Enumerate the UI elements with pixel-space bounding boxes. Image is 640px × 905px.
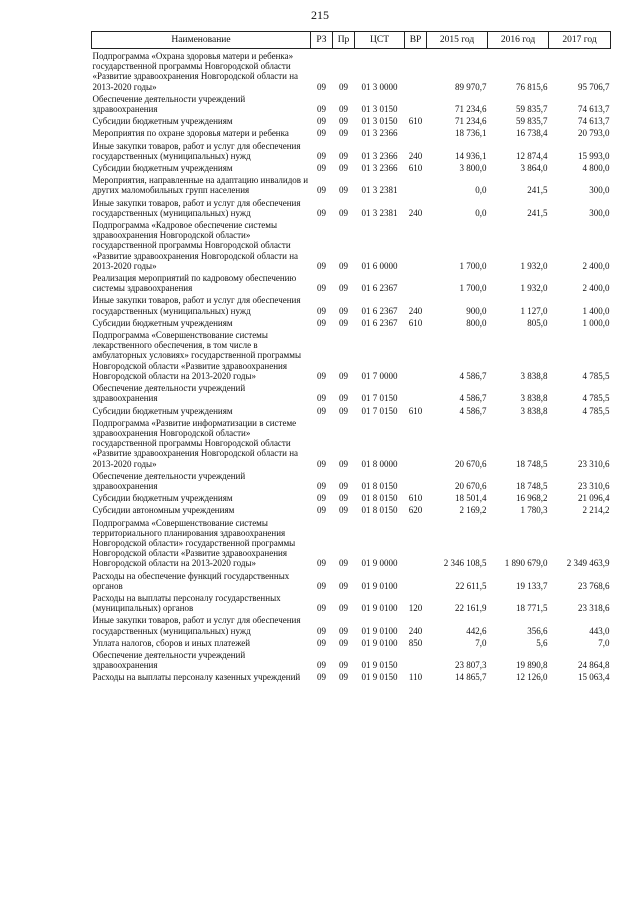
row-vr: 110 bbox=[408, 672, 423, 683]
table-row bbox=[92, 404, 611, 416]
table-row bbox=[92, 161, 611, 173]
row-name: Субсидии бюджетным учреждениям bbox=[92, 405, 233, 416]
row-value-2016: 59 835,7 bbox=[516, 116, 548, 127]
row-cst: 01 7 0150 bbox=[361, 405, 398, 416]
row-value-2017: 4 785,5 bbox=[582, 405, 610, 416]
row-value-2017: 23 310,6 bbox=[578, 458, 610, 469]
row-pr: 09 bbox=[339, 104, 348, 115]
row-cst: 01 6 2367 bbox=[361, 283, 398, 294]
page-number: 215 bbox=[311, 8, 329, 22]
row-value-2016: 1 780,3 bbox=[520, 505, 548, 516]
row-vr: 850 bbox=[408, 637, 423, 648]
row-value-2016: 3 864,0 bbox=[520, 163, 548, 174]
row-vr bbox=[405, 218, 427, 271]
row-value-2015: 14 865,7 bbox=[455, 672, 487, 683]
row-name: Обеспечение деятельности учреждений здравоохранения bbox=[92, 93, 246, 115]
row-cst: 01 3 2366 bbox=[361, 128, 398, 139]
row-value-2015: 14 936,1 bbox=[455, 150, 487, 161]
row-pr: 09 bbox=[339, 185, 348, 196]
row-vr: 610 bbox=[408, 317, 423, 328]
row-vr: 610 bbox=[408, 405, 423, 416]
row-name: Иные закупки товаров, работ и услуг для обеспечения государственных (муниципальных) нужд bbox=[92, 295, 301, 316]
row-value-2015: 20 670,6 bbox=[455, 480, 487, 491]
row-rz: 09 bbox=[317, 672, 326, 683]
row-rz: 09 bbox=[317, 458, 326, 469]
row-rz: 09 bbox=[317, 81, 326, 92]
row-name: Подпрограмма «Совершенствование системы территориального планирования здравоохранения Новгородской области» государственной программы Новгородской области «Развитие здравоохранения Новгородской области на 2013-2020 годы» bbox=[92, 517, 296, 569]
budget-table bbox=[91, 31, 611, 683]
row-vr bbox=[405, 271, 427, 293]
row-cst: 01 9 0100 bbox=[361, 580, 398, 591]
row-value-2015: 7,0 bbox=[475, 637, 487, 648]
table-row bbox=[92, 173, 611, 195]
row-name: Расходы на обеспечение функций государственных органов bbox=[92, 570, 290, 591]
row-name: Реализация мероприятий по кадровому обеспечению системы здравоохранения bbox=[92, 273, 297, 294]
row-value-2017: 300,0 bbox=[589, 207, 610, 218]
row-value-2017: 15 063,4 bbox=[578, 672, 610, 683]
row-value-2015: 89 970,7 bbox=[455, 81, 487, 92]
row-value-2015: 20 670,6 bbox=[455, 458, 487, 469]
table-row bbox=[92, 469, 611, 491]
row-name: Расходы на выплаты персоналу государственных (муниципальных) органов bbox=[92, 592, 281, 614]
row-name: Иные закупки товаров, работ и услуг для обеспечения государственных (муниципальных) нужд bbox=[92, 197, 301, 218]
row-cst: 01 3 2366 bbox=[361, 163, 398, 174]
row-value-2015: 1 700,0 bbox=[459, 283, 487, 294]
row-value-2017: 2 400,0 bbox=[582, 283, 610, 294]
row-pr: 09 bbox=[339, 480, 348, 491]
row-rz: 09 bbox=[317, 603, 326, 614]
row-value-2017: 4 785,5 bbox=[582, 370, 610, 381]
row-rz: 09 bbox=[317, 305, 326, 316]
row-rz: 09 bbox=[317, 207, 326, 218]
row-value-2015: 900,0 bbox=[466, 305, 487, 316]
row-rz: 09 bbox=[317, 104, 326, 115]
row-rz: 09 bbox=[317, 393, 326, 404]
row-value-2016: 805,0 bbox=[527, 317, 548, 328]
row-vr bbox=[405, 381, 427, 403]
row-name: Обеспечение деятельности учреждений здравоохранения bbox=[92, 649, 246, 671]
row-cst: 01 8 0150 bbox=[361, 493, 398, 504]
row-cst: 01 9 0100 bbox=[361, 637, 398, 648]
row-value-2017: 23 310,6 bbox=[578, 480, 610, 491]
row-name: Подпрограмма «Совершенствование системы лекарственного обеспечения, в том числе в амбулаторных условиях» государственной программы Новгородской области «Развитие здравоохранения Новгородской области на 2013-2020 годы» bbox=[92, 330, 301, 381]
table-row bbox=[92, 196, 611, 218]
row-value-2016: 12 126,0 bbox=[516, 672, 548, 683]
row-cst: 01 9 0100 bbox=[361, 603, 398, 614]
header-pr: Пр bbox=[333, 32, 355, 49]
row-pr: 09 bbox=[339, 603, 348, 614]
row-vr bbox=[405, 516, 427, 569]
row-value-2017: 2 400,0 bbox=[582, 260, 610, 271]
row-name: Иные закупки товаров, работ и услуг для обеспечения государственных (муниципальных) нужд bbox=[92, 615, 301, 636]
row-value-2015: 4 586,7 bbox=[459, 393, 487, 404]
row-pr: 09 bbox=[339, 150, 348, 161]
row-value-2015: 0,0 bbox=[475, 185, 487, 196]
row-rz: 09 bbox=[317, 505, 326, 516]
row-name: Иные закупки товаров, работ и услуг для обеспечения государственных (муниципальных) нужд bbox=[92, 140, 301, 161]
row-vr: 610 bbox=[408, 163, 423, 174]
row-value-2016: 1 890 679,0 bbox=[504, 558, 548, 569]
table-row bbox=[92, 670, 611, 682]
row-rz: 09 bbox=[317, 128, 326, 139]
header-rz: РЗ bbox=[311, 32, 333, 49]
row-value-2015: 18 501,4 bbox=[455, 493, 487, 504]
row-value-2015: 442,6 bbox=[466, 625, 487, 636]
row-name: Подпрограмма «Кадровое обеспечение системы здравоохранения Новгородской области» государственной программы Новгородской области «Развитие здравоохранения Новгородской области на 2013-2020 годы» bbox=[92, 220, 299, 271]
row-vr: 620 bbox=[408, 505, 423, 516]
row-value-2016: 3 838,8 bbox=[520, 393, 548, 404]
row-pr: 09 bbox=[339, 637, 348, 648]
row-value-2015: 71 234,6 bbox=[455, 116, 487, 127]
table-header bbox=[92, 32, 611, 49]
row-name: Обеспечение деятельности учреждений здравоохранения bbox=[92, 383, 246, 404]
row-cst: 01 8 0150 bbox=[361, 505, 398, 516]
row-pr: 09 bbox=[339, 672, 348, 683]
table-row bbox=[92, 613, 611, 635]
row-pr: 09 bbox=[339, 116, 348, 127]
row-vr: 610 bbox=[408, 493, 423, 504]
row-name: Подпрограмма «Охрана здоровья матери и ребенка» государственной программы Новгородской области «Развитие здравоохранения Новгородской области на 2013-2020 годы» bbox=[92, 51, 299, 92]
row-value-2016: 16 968,2 bbox=[516, 493, 548, 504]
row-rz: 09 bbox=[317, 493, 326, 504]
table-row bbox=[92, 114, 611, 126]
row-name: Мероприятия, направленные на адаптацию инвалидов и других маломобильных групп населения bbox=[92, 175, 309, 196]
table-row bbox=[92, 381, 611, 403]
row-value-2015: 71 234,6 bbox=[455, 104, 487, 115]
row-rz: 09 bbox=[317, 370, 326, 381]
row-vr bbox=[405, 173, 427, 195]
row-pr: 09 bbox=[339, 128, 348, 139]
row-value-2016: 3 838,8 bbox=[520, 405, 548, 416]
header-2017: 2017 год bbox=[549, 32, 611, 49]
row-rz: 09 bbox=[317, 317, 326, 328]
row-value-2017: 20 793,0 bbox=[578, 128, 610, 139]
row-value-2017: 74 613,7 bbox=[578, 104, 610, 115]
row-value-2016: 12 874,4 bbox=[516, 150, 548, 161]
row-pr: 09 bbox=[339, 163, 348, 174]
header-cst: ЦСТ bbox=[355, 32, 405, 49]
row-vr: 240 bbox=[408, 305, 423, 316]
row-cst: 01 3 0000 bbox=[361, 81, 398, 92]
table-row bbox=[92, 503, 611, 515]
row-value-2017: 4 785,5 bbox=[582, 393, 610, 404]
row-rz: 09 bbox=[317, 150, 326, 161]
row-cst: 01 9 0100 bbox=[361, 625, 398, 636]
row-vr: 240 bbox=[408, 625, 423, 636]
row-pr: 09 bbox=[339, 580, 348, 591]
table-row bbox=[92, 416, 611, 469]
row-pr: 09 bbox=[339, 625, 348, 636]
row-value-2015: 3 800,0 bbox=[459, 163, 487, 174]
row-rz: 09 bbox=[317, 660, 326, 671]
row-pr: 09 bbox=[339, 393, 348, 404]
row-cst: 01 7 0150 bbox=[361, 393, 398, 404]
table-row bbox=[92, 218, 611, 271]
row-name: Подпрограмма «Развитие информатизации в системе здравоохранения Новгородской области» государственной программы Новгородской области «Развитие здравоохранения Новгородской области на 2013-2020 годы» bbox=[92, 417, 299, 469]
row-rz: 09 bbox=[317, 637, 326, 648]
row-value-2017: 95 706,7 bbox=[578, 81, 610, 92]
row-value-2017: 4 800,0 bbox=[582, 163, 610, 174]
row-rz: 09 bbox=[317, 283, 326, 294]
row-value-2017: 1 400,0 bbox=[582, 305, 610, 316]
row-pr: 09 bbox=[339, 207, 348, 218]
row-vr bbox=[405, 126, 427, 138]
header-2016: 2016 год bbox=[488, 32, 549, 49]
row-value-2016: 16 738,4 bbox=[516, 128, 548, 139]
row-rz: 09 bbox=[317, 163, 326, 174]
row-pr: 09 bbox=[339, 260, 348, 271]
table-row bbox=[92, 139, 611, 161]
row-value-2015: 4 586,7 bbox=[459, 370, 487, 381]
table-row bbox=[92, 569, 611, 591]
row-value-2015: 0,0 bbox=[475, 207, 487, 218]
row-value-2017: 1 000,0 bbox=[582, 317, 610, 328]
row-value-2016: 356,6 bbox=[527, 625, 548, 636]
row-cst: 01 6 2367 bbox=[361, 317, 398, 328]
row-value-2015: 18 736,1 bbox=[455, 128, 487, 139]
row-cst: 01 6 2367 bbox=[361, 305, 398, 316]
row-value-2016: 241,5 bbox=[527, 185, 548, 196]
row-cst: 01 3 2366 bbox=[361, 150, 398, 161]
row-vr: 120 bbox=[408, 603, 423, 614]
row-cst: 01 8 0150 bbox=[361, 480, 398, 491]
table-row bbox=[92, 328, 611, 381]
table-row bbox=[92, 591, 611, 613]
row-value-2016: 5,6 bbox=[536, 637, 548, 648]
row-vr bbox=[405, 469, 427, 491]
row-value-2016: 19 133,7 bbox=[516, 580, 548, 591]
row-pr: 09 bbox=[339, 305, 348, 316]
row-vr: 610 bbox=[408, 116, 423, 127]
table-body bbox=[92, 49, 611, 683]
row-vr: 240 bbox=[408, 207, 423, 218]
row-value-2017: 23 318,6 bbox=[578, 603, 610, 614]
row-cst: 01 9 0150 bbox=[361, 672, 398, 683]
row-vr bbox=[405, 569, 427, 591]
row-value-2016: 241,5 bbox=[527, 207, 548, 218]
row-value-2017: 15 993,0 bbox=[578, 150, 610, 161]
row-value-2016: 1 127,0 bbox=[520, 305, 548, 316]
row-rz: 09 bbox=[317, 405, 326, 416]
row-pr: 09 bbox=[339, 493, 348, 504]
row-value-2016: 76 815,6 bbox=[516, 81, 548, 92]
header-name: Наименование bbox=[92, 32, 311, 49]
row-value-2015: 2 346 108,5 bbox=[443, 558, 487, 569]
row-rz: 09 bbox=[317, 480, 326, 491]
row-cst: 01 6 0000 bbox=[361, 260, 398, 271]
row-name: Субсидии бюджетным учреждениям bbox=[92, 163, 233, 174]
row-pr: 09 bbox=[339, 505, 348, 516]
row-rz: 09 bbox=[317, 558, 326, 569]
row-cst: 01 3 0150 bbox=[361, 104, 398, 115]
row-value-2015: 23 807,3 bbox=[455, 660, 487, 671]
row-value-2016: 18 748,5 bbox=[516, 480, 548, 491]
row-vr bbox=[405, 328, 427, 381]
row-value-2015: 2 169,2 bbox=[459, 505, 487, 516]
row-name: Расходы на выплаты персоналу казенных учреждений bbox=[92, 672, 301, 683]
row-value-2017: 2 349 463,9 bbox=[566, 558, 610, 569]
table-row bbox=[92, 516, 611, 569]
row-value-2015: 22 611,5 bbox=[455, 580, 487, 591]
row-value-2015: 4 586,7 bbox=[459, 405, 487, 416]
row-value-2017: 74 613,7 bbox=[578, 116, 610, 127]
row-vr bbox=[405, 416, 427, 469]
row-name: Мероприятия по охране здоровья матери и ребенка bbox=[92, 128, 289, 139]
table-row bbox=[92, 126, 611, 138]
row-pr: 09 bbox=[339, 370, 348, 381]
row-rz: 09 bbox=[317, 260, 326, 271]
row-value-2017: 23 768,6 bbox=[578, 580, 610, 591]
row-cst: 01 3 2381 bbox=[361, 185, 398, 196]
row-name: Уплата налогов, сборов и иных платежей bbox=[92, 637, 251, 648]
row-value-2016: 1 932,0 bbox=[520, 260, 548, 271]
header-2015: 2015 год bbox=[427, 32, 488, 49]
row-rz: 09 bbox=[317, 625, 326, 636]
row-value-2016: 19 890,8 bbox=[516, 660, 548, 671]
row-value-2016: 18 771,5 bbox=[516, 603, 548, 614]
row-value-2017: 24 864,8 bbox=[578, 660, 610, 671]
row-cst: 01 8 0000 bbox=[361, 458, 398, 469]
row-name: Субсидии бюджетным учреждениям bbox=[92, 116, 233, 127]
row-value-2017: 21 096,4 bbox=[578, 493, 610, 504]
row-value-2017: 2 214,2 bbox=[582, 505, 610, 516]
row-value-2016: 1 932,0 bbox=[520, 283, 548, 294]
table-row bbox=[92, 271, 611, 293]
row-pr: 09 bbox=[339, 81, 348, 92]
table-row bbox=[92, 293, 611, 315]
row-value-2017: 300,0 bbox=[589, 185, 610, 196]
row-vr bbox=[405, 49, 427, 92]
row-cst: 01 3 0150 bbox=[361, 116, 398, 127]
row-cst: 01 9 0150 bbox=[361, 660, 398, 671]
row-vr bbox=[405, 92, 427, 114]
row-value-2015: 800,0 bbox=[466, 317, 487, 328]
row-value-2016: 3 838,8 bbox=[520, 370, 548, 381]
row-name: Обеспечение деятельности учреждений здравоохранения bbox=[92, 470, 246, 491]
row-vr: 240 bbox=[408, 150, 423, 161]
table-row bbox=[92, 636, 611, 648]
row-cst: 01 3 2381 bbox=[361, 207, 398, 218]
row-cst: 01 9 0000 bbox=[361, 558, 398, 569]
row-name: Субсидии бюджетным учреждениям bbox=[92, 317, 233, 328]
table-row bbox=[92, 648, 611, 670]
table-row bbox=[92, 49, 611, 92]
row-pr: 09 bbox=[339, 283, 348, 294]
table-row bbox=[92, 92, 611, 114]
row-rz: 09 bbox=[317, 116, 326, 127]
row-name: Субсидии автономным учреждениям bbox=[92, 505, 235, 516]
header-vr: ВР bbox=[405, 32, 427, 49]
row-rz: 09 bbox=[317, 185, 326, 196]
row-cst: 01 7 0000 bbox=[361, 370, 398, 381]
row-value-2017: 443,0 bbox=[589, 625, 610, 636]
row-rz: 09 bbox=[317, 580, 326, 591]
row-vr bbox=[405, 648, 427, 670]
row-pr: 09 bbox=[339, 458, 348, 469]
row-pr: 09 bbox=[339, 558, 348, 569]
row-value-2016: 18 748,5 bbox=[516, 458, 548, 469]
row-value-2015: 22 161,9 bbox=[455, 603, 487, 614]
row-value-2017: 7,0 bbox=[598, 637, 610, 648]
row-pr: 09 bbox=[339, 660, 348, 671]
row-value-2015: 1 700,0 bbox=[459, 260, 487, 271]
row-name: Субсидии бюджетным учреждениям bbox=[92, 493, 233, 504]
row-value-2016: 59 835,7 bbox=[516, 104, 548, 115]
table-row bbox=[92, 491, 611, 503]
table-row bbox=[92, 316, 611, 328]
row-pr: 09 bbox=[339, 317, 348, 328]
row-pr: 09 bbox=[339, 405, 348, 416]
